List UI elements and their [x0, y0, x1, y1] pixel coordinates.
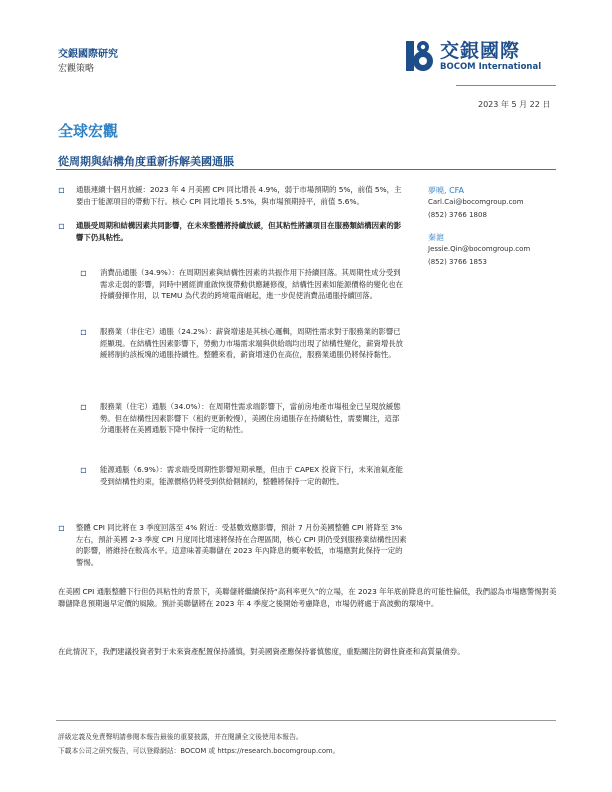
logo-text-cn: 交銀國際	[440, 40, 521, 62]
org-name: 交銀國際研究	[58, 49, 118, 60]
paragraph-outlook: 整體 CPI 同比將在 3 季度回落至 4% 附近：受基數效應影響，預計 7 月份美國整體 CPI 將降至 3% 左右，預計美國 2-3 季度 CPI 月度同比增速將保持在合理區間，核心 CPI 則仍受到服務業結構性因素的影響，將維持在較高水平。這意味著美聯儲在 2023 年內降息的概率較低，市場應對此保持一定的警惕。	[76, 523, 407, 567]
footer-download-link[interactable]: 下載本公司之研究報告，可以登錄網站：BOCOM 或 https://research.bocomgroup.com。	[58, 747, 340, 755]
bullet-icon: ▫	[58, 523, 65, 534]
sub-bullet-icon: ▫	[80, 327, 87, 338]
analyst-name: 夢曉, CFA	[428, 186, 465, 195]
paragraph-fed: 在美國 CPI 通脹整體下行但仍具粘性的背景下，美聯儲將繼續保持“高利率更久”的立場，在 2023 年年底前降息的可能性偏低，我們認為市場應警惕對美聯儲降息預期過早定價的風險。預計美聯儲將在 2023 年 4 季度之後開始考慮降息，市場仍將處于高波動的環境中。	[58, 587, 557, 608]
footer-divider	[56, 720, 556, 721]
paragraph-structure: 通脹受周期和結構因素共同影響，在未來整體將持續放緩，但其粘性將讓項目在服務類結構因素的影響下仍具粘性。	[76, 221, 402, 242]
doc-type: 宏觀策略	[58, 64, 95, 74]
header-divider	[456, 85, 556, 86]
analyst-phone: (852) 3766 1853	[428, 258, 487, 266]
sub-bullet-icon: ▫	[80, 402, 87, 413]
logo-text-en: BOCOM International	[440, 62, 542, 72]
section-title: 全球宏觀	[58, 122, 119, 140]
bocom-logo-icon	[404, 38, 436, 74]
paragraph-goods: 消費品通脹（34.9%）：在周期因素與結構性因素的共振作用下持續回落。其周期性成分受到需求走弱的影響，同時中國經濟重啟恢復帶動供應鏈修復，結構性因素如能源價格的變化也在持續發揮作用，以 TEMU 為代表的跨境電商崛起，進一步促使消費品通脹持續回落。	[100, 268, 404, 300]
report-date: 2023 年 5 月 22 日	[478, 100, 551, 109]
analyst-email[interactable]: Carl.Cai@bocomgroup.com	[428, 198, 524, 206]
paragraph-energy: 能源通脹（6.9%）：需求端受周期性影響短期承壓，但由于 CAPEX 投資下行，未來油氣產能受到結構性約束，能源價格仍將受到供給側制約，整體將保持一定的韌性。	[100, 465, 403, 486]
paragraph-services-housing: 服務業（住宅）通脹（34.0%）：在周期性需求端影響下，當前房地產市場租金已呈現放緩態勢。但在結構性因素影響下（租約更新較慢），美國住房通脹存在持續粘性，需要關注，這部分通脹將在美國通脹下降中保持一定的粘性。	[100, 402, 401, 434]
bullet-icon: ▫	[58, 221, 65, 232]
footer-disclaimer: 評級定義及免責聲明請參閱本報告最後的重要披露，并在閱讀全文後使用本報告。	[58, 733, 303, 741]
analyst-name: 秦滬	[428, 233, 444, 242]
bullet-icon: ▫	[58, 185, 65, 196]
title-divider	[56, 169, 556, 170]
sub-bullet-icon: ▫	[80, 465, 87, 476]
analyst-email[interactable]: Jessie.Qin@bocomgroup.com	[428, 245, 531, 253]
analyst-phone: (852) 3766 1808	[428, 211, 487, 219]
sub-bullet-icon: ▫	[80, 268, 87, 279]
paragraph-services-nonhousing: 服務業（非住宅）通脹（24.2%）：薪資增速是其核心邏輯，周期性需求對于服務業的影響已經顯現。在結構性因素影響下，勞動力市場需求端與供給端均出現了結構性變化，薪資增長放緩將制約該板塊的通脹持續性。整體來看，薪資增速仍在高位，服務業通脹仍將保持黏性。	[100, 327, 404, 359]
paragraph-cpi-summary: 通脹連續十個月放緩：2023 年 4 月美國 CPI 同比增長 4.9%，弱于市場預期的 5%，前值 5%，主要由于能源項目的帶動下行。核心 CPI 同比增長 5.5%，與市場預期持平，前值 5.6%。	[76, 185, 402, 206]
page-title: 從周期與結構角度重新拆解美國通脹	[58, 155, 234, 168]
paragraph-strategy: 在此情況下，我們建議投資者對于未來資產配置保持謹慎，對美國資產應保持審慎態度，重點關注防御性資產和高質量債券。	[58, 647, 465, 656]
